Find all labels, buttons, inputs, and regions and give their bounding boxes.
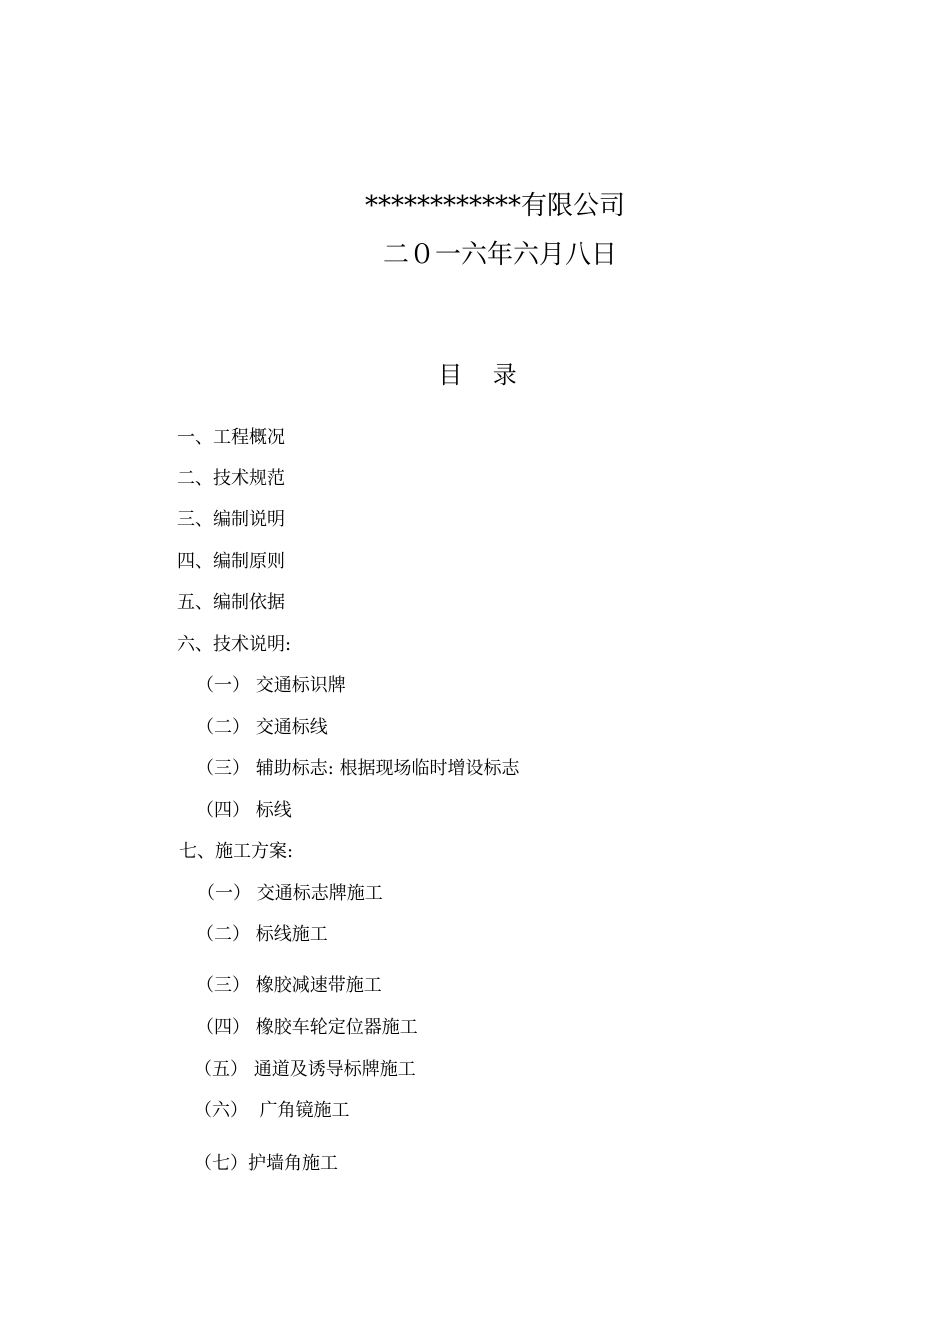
toc-subitem-7-3: （三） 橡胶减速带施工	[196, 975, 382, 996]
toc-subitem-7-4: （四） 橡胶车轮定位器施工	[196, 1017, 418, 1038]
toc-subitem-6-4: （四） 标线	[196, 800, 292, 821]
toc-item-3: 三、编制说明	[177, 509, 285, 530]
toc-subitem-7-6: （六） 广角镜施工	[194, 1100, 350, 1121]
toc-subitem-7-1: （一） 交通标志牌施工	[197, 883, 383, 904]
document-date: 二０一六年六月八日	[382, 240, 617, 270]
toc-item-6: 六、技术说明:	[177, 634, 292, 655]
toc-subitem-6-1: （一） 交通标识牌	[196, 675, 346, 696]
toc-subitem-7-5: （五） 通道及诱导标牌施工	[194, 1059, 416, 1080]
toc-subitem-7-7: （七）护墙角施工	[194, 1153, 338, 1174]
toc-item-4: 四、编制原则	[177, 551, 285, 572]
toc-subitem-6-2: （二） 交通标线	[196, 717, 328, 738]
toc-item-2: 二、技术规范	[177, 468, 285, 489]
toc-subitem-6-3: （三） 辅助标志: 根据现场临时增设标志	[196, 758, 520, 779]
toc-title: 目 录	[438, 361, 517, 389]
toc-item-5: 五、编制依据	[177, 592, 285, 613]
toc-item-7: 七、施工方案:	[179, 841, 294, 862]
toc-item-1: 一、工程概况	[177, 427, 285, 448]
company-name: ************有限公司	[364, 191, 625, 221]
toc-subitem-7-2: （二） 标线施工	[196, 924, 328, 945]
